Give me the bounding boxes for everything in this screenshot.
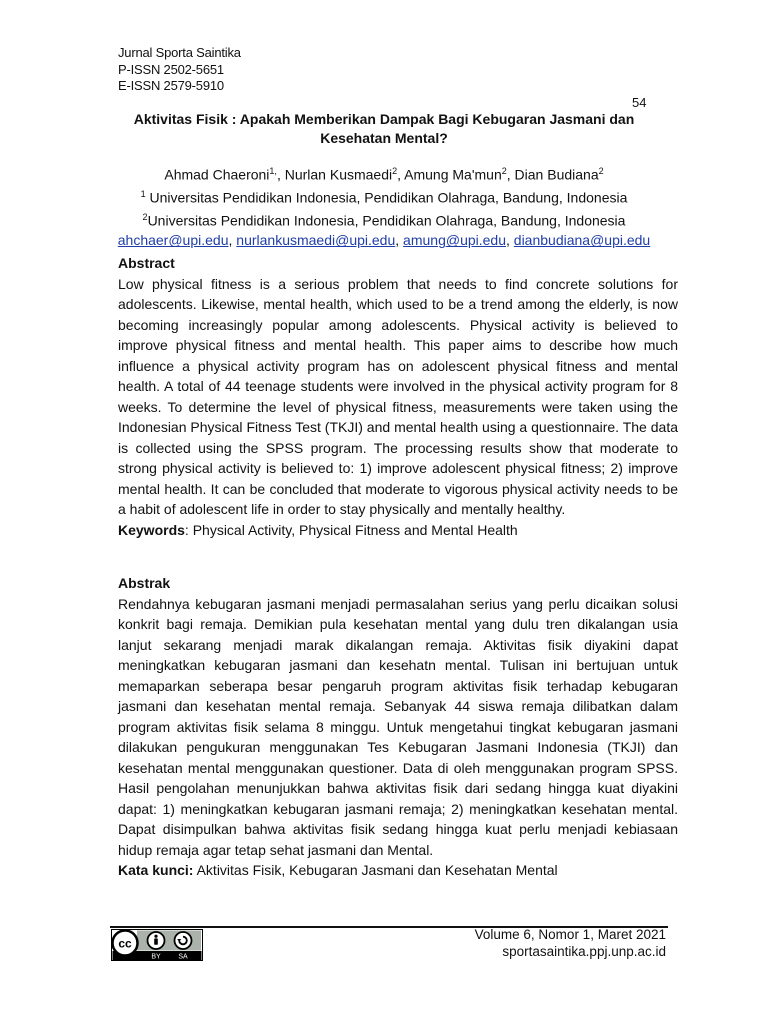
keywords-line xyxy=(118,520,678,541)
affiliation-1 xyxy=(100,185,668,208)
email-separator: , xyxy=(228,232,237,249)
email-link[interactable]: amung@upi.edu xyxy=(403,232,506,249)
journal-website: sportasaintika.ppj.unp.ac.id xyxy=(502,944,666,959)
author-emails xyxy=(100,231,668,251)
kata-kunci-text: Aktivitas Fisik, Kebugaran Jasmani dan Kesehatan Mental xyxy=(193,862,558,878)
affiliation-text: Universitas Pendidikan Indonesia, Pendidikan Olahraga, Bandung, Indonesia xyxy=(147,212,626,229)
author-list xyxy=(100,162,668,185)
email-separator: , xyxy=(506,232,514,249)
journal-header xyxy=(118,45,241,95)
keywords-label: Keywords xyxy=(118,521,185,538)
keywords-text: : Physical Activity, Physical Fitness and Mental Health xyxy=(184,521,518,538)
journal-eissn: E-ISSN 2579-5910 xyxy=(118,78,224,93)
abstract-heading: Abstract xyxy=(118,255,175,271)
abstrak-body: Rendahnya kebugaran jasmani menjadi permasalahan serius yang perlu dicaikan solusi konkrit bagi remaja. Demikian pula kesehatan mental yang dulu tren dikalangan usia lanjut sekarang menjadi marak dikalangan remaja. Aktivitas fisik diyakini dapat meningkatkan kebugaran jasmani dan kesehatn mental. Tulisan ini bertujuan untuk memaparkan seberapa besar pengaruh program aktivitas fisik terhadap kebugaran jasmani dan kesehatan mental remaja. Sebanyak 44 siswa remaja dilibatkan dalam program aktivitas fisik selama 8 minggu. Untuk mengetahui tingkat kebugaran jasmani dilakukan pengukuran menggunakan Tes Kebugaran Jasmani Indonesia (TKJI) dan kesehatan mental menggunakan questioner. Data di oleh menggunakan program SPSS. Hasil pengolahan menunjukkan bahwa aktivitas fisik dari sedang hingga kuat diyakini dapat: 1) meningkatkan kebugaran jasmani remaja; 2) meningkatkan kesehatan mental. Dapat disimpulkan bahwa aktivitas fisik sedang hingga kuat perlu menjadi kebiasaan hidup remaja agar tetap sehat jasmani dan Mental. xyxy=(118,595,678,858)
abstrak-heading: Abstrak xyxy=(118,575,171,591)
affiliation-mark: 1 xyxy=(140,189,146,200)
footer xyxy=(400,926,666,960)
page-number: 54 xyxy=(632,95,647,110)
abstract-indonesian xyxy=(118,573,678,881)
journal-pissn: P-ISSN 2502-5651 xyxy=(118,61,224,77)
author-name: Nurlan Kusmaedi xyxy=(284,166,393,183)
author-separator: , xyxy=(506,166,515,183)
volume-info: Volume 6, Nomor 1, Maret 2021 xyxy=(474,927,666,942)
author-affiliation-mark: 2 xyxy=(598,166,604,176)
license-by-label: BY xyxy=(151,953,161,961)
cc-by-sa-icon xyxy=(111,929,203,961)
license-sa-label: SA xyxy=(178,953,188,961)
author-block xyxy=(100,162,668,251)
email-link[interactable]: ahchaer@upi.edu xyxy=(117,232,229,249)
journal-name: Jurnal Sporta Saintika xyxy=(118,45,241,60)
email-separator: , xyxy=(395,232,404,249)
author-name: Ahmad Chaeroni xyxy=(164,166,270,183)
author-affiliation-mark: 2 xyxy=(501,166,507,176)
svg-text:cc: cc xyxy=(118,936,132,951)
kata-kunci-line xyxy=(118,860,678,881)
author-separator: , xyxy=(397,166,405,183)
paper-title: Aktivitas Fisik : Apakah Memberikan Dampak Bagi Kebugaran Jasmani dan Kesehatan Mental? xyxy=(133,111,635,146)
affiliation-2 xyxy=(100,208,668,231)
author-separator: , xyxy=(276,166,285,183)
author-affiliation-mark: 1, xyxy=(269,166,277,176)
abstract-english xyxy=(118,253,678,540)
author-name: Amung Ma'mun xyxy=(404,166,502,183)
kata-kunci-label: Kata kunci: xyxy=(118,862,194,878)
author-name: Dian Budiana xyxy=(514,166,599,183)
email-link[interactable]: dianbudiana@upi.edu xyxy=(513,232,651,249)
affiliation-text: Universitas Pendidikan Indonesia, Pendidikan Olahraga, Bandung, Indonesia xyxy=(145,189,628,206)
affiliation-mark: 2 xyxy=(142,212,148,223)
abstract-body: Low physical fitness is a serious problem that needs to find concrete solutions for adolescents. Likewise, mental health, which used to be a trend among the elderly, is now becoming increasingly popular among adolescents. Physical activity is believed to improve physical fitness and mental health. This paper aims to describe how much influence a physical activity program has on adolescent physical fitness and mental health. A total of 44 teenage students were involved in the physical activity program for 8 weeks. To determine the level of physical fitness, measurements were taken using the Indonesian Physical Fitness Test (TKJI) and mental health using a questionnaire. The data is collected using the SPSS program. The processing results show that moderate to strong physical activity is believed to: 1) improve adolescent physical fitness; 2) improve mental health. It can be concluded that moderate to vigorous physical activity needs to be a habit of adolescent life in order to stay physically and mentally healthy. xyxy=(118,275,678,517)
author-affiliation-mark: 2 xyxy=(392,166,398,176)
email-link[interactable]: nurlankusmaedi@upi.edu xyxy=(236,232,396,249)
